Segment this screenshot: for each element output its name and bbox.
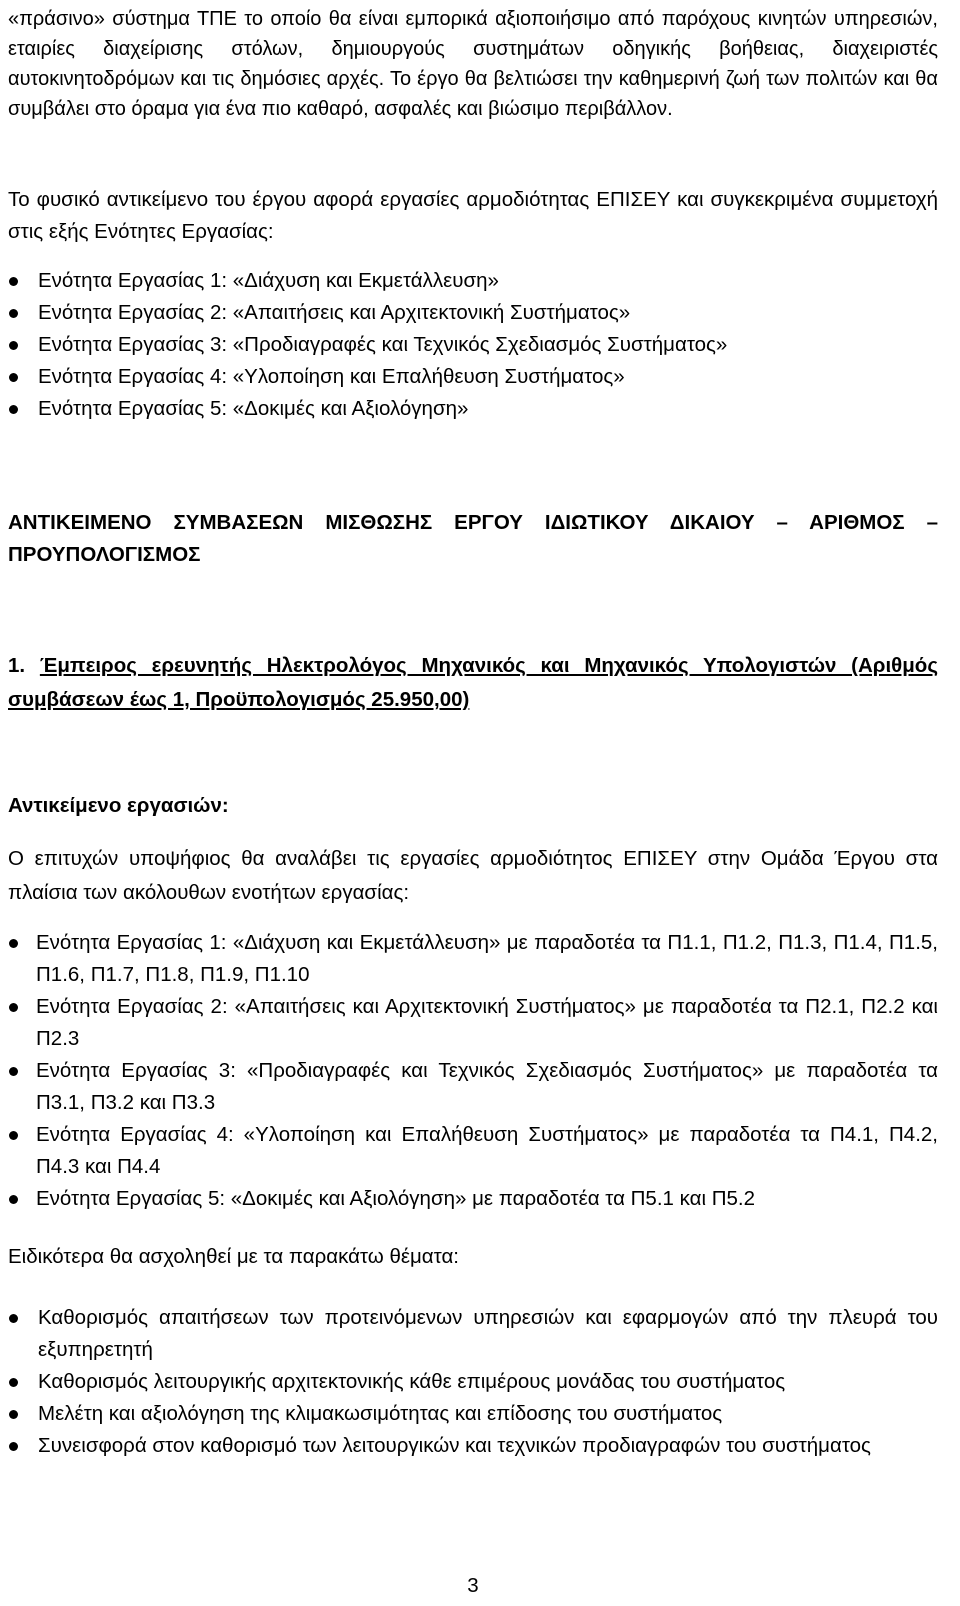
list-item: Ενότητα Εργασίας 1: «Διάχυση και Εκμετάλλευση» με παραδοτέα τα Π1.1, Π1.2, Π1.3, Π1.4, Π1.5, Π1.6, Π1.7, Π1.8, Π1.9, Π1.10 bbox=[8, 927, 938, 991]
list-item: Συνεισφορά στον καθορισμό των λειτουργικών και τεχνικών προδιαγραφών του συστήματος bbox=[8, 1430, 938, 1462]
page-number: 3 bbox=[467, 1574, 479, 1597]
list-item: Ενότητα Εργασίας 3: «Προδιαγραφές και Τεχνικός Σχεδιασμός Συστήματος» bbox=[8, 329, 938, 361]
list-item: Ενότητα Εργασίας 4: «Υλοποίηση και Επαλήθευση Συστήματος» bbox=[8, 361, 938, 393]
list-item: Καθορισμός απαιτήσεων των προτεινόμενων υπηρεσιών και εφαρμογών από την πλευρά του εξυπηρετητή bbox=[8, 1302, 938, 1366]
role-heading bbox=[8, 649, 938, 717]
section-heading: ΑΝΤΙΚΕΙΜΕΝΟ ΣΥΜΒΑΣΕΩΝ ΜΙΣΘΩΣΗΣ ΕΡΓΟΥ ΙΔΙΩΤΙΚΟΥ ΔΙΚΑΙΟΥ – ΑΡΙΘΜΟΣ – ΠΡΟΥΠΟΛΟΓΙΣΜΟΣ bbox=[8, 511, 938, 566]
list-item: Μελέτη και αξιολόγηση της κλιμακωσιμότητας και επίδοσης του συστήματος bbox=[8, 1398, 938, 1430]
list-item: Ενότητα Εργασίας 5: «Δοκιμές και Αξιολόγηση» bbox=[8, 393, 938, 425]
list-item: Ενότητα Εργασίας 2: «Απαιτήσεις και Αρχιτεκτονική Συστήματος» bbox=[8, 297, 938, 329]
work-packages-list bbox=[8, 265, 938, 425]
topics-list bbox=[8, 1302, 938, 1462]
intro-paragraph: «πράσινο» σύστημα ΤΠΕ το οποίο θα είναι εμπορικά αξιοποιήσιμο από παρόχους κινητών υπηρεσιών, εταιρίες διαχείρισης στόλων, δημιουργούς συστημάτων οδηγικής βοήθειας, διαχειριστές αυτοκινητοδρόμων και τις δημόσιες αρχές. Το έργο θα βελτιώσει την καθημερινή ζωή των πολιτών και θα συμβάλει στο όραμα για ένα πιο καθαρό, ασφαλές και βιώσιμο περιβάλλον. bbox=[8, 8, 938, 120]
scope-paragraph: Το φυσικό αντικείμενο του έργου αφορά εργασίες αρμοδιότητας ΕΠΙΣΕΥ και συγκεκριμένα συμμετοχή στις εξής Ενότητες Εργασίας: bbox=[8, 188, 938, 243]
list-item: Καθορισμός λειτουργικής αρχιτεκτονικής κάθε επιμέρους μονάδας του συστήματος bbox=[8, 1366, 938, 1398]
list-item: Ενότητα Εργασίας 2: «Απαιτήσεις και Αρχιτεκτονική Συστήματος» με παραδοτέα τα Π2.1, Π2.2 και Π2.3 bbox=[8, 991, 938, 1055]
list-item: Ενότητα Εργασίας 5: «Δοκιμές και Αξιολόγηση» με παραδοτέα τα Π5.1 και Π5.2 bbox=[8, 1183, 938, 1215]
tasks-subheading: Αντικείμενο εργασιών: bbox=[8, 794, 229, 817]
tasks-paragraph: Ο επιτυχών υποψήφιος θα αναλάβει τις εργασίες αρμοδιότητος ΕΠΙΣΕΥ στην Ομάδα Έργου στα πλαίσια των ακόλουθων ενοτήτων εργασίας: bbox=[8, 847, 938, 904]
role-heading-text: Έμπειρος ερευνητής Ηλεκτρολόγος Μηχανικός και Μηχανικός Υπολογιστών (Αριθμός συμβάσεων έως 1, Προϋπολογισμός 25.950,00) bbox=[8, 654, 938, 711]
list-item: Ενότητα Εργασίας 3: «Προδιαγραφές και Τεχνικός Σχεδιασμός Συστήματος» με παραδοτέα τα Π3.1, Π3.2 και Π3.3 bbox=[8, 1055, 938, 1119]
list-item: Ενότητα Εργασίας 1: «Διάχυση και Εκμετάλλευση» bbox=[8, 265, 938, 297]
deliverables-list bbox=[8, 927, 938, 1215]
list-item: Ενότητα Εργασίας 4: «Υλοποίηση και Επαλήθευση Συστήματος» με παραδοτέα τα Π4.1, Π4.2, Π4.3 και Π4.4 bbox=[8, 1119, 938, 1183]
topics-intro: Ειδικότερα θα ασχοληθεί με τα παρακάτω θέματα: bbox=[8, 1245, 459, 1268]
role-heading-number: 1. bbox=[8, 654, 26, 677]
